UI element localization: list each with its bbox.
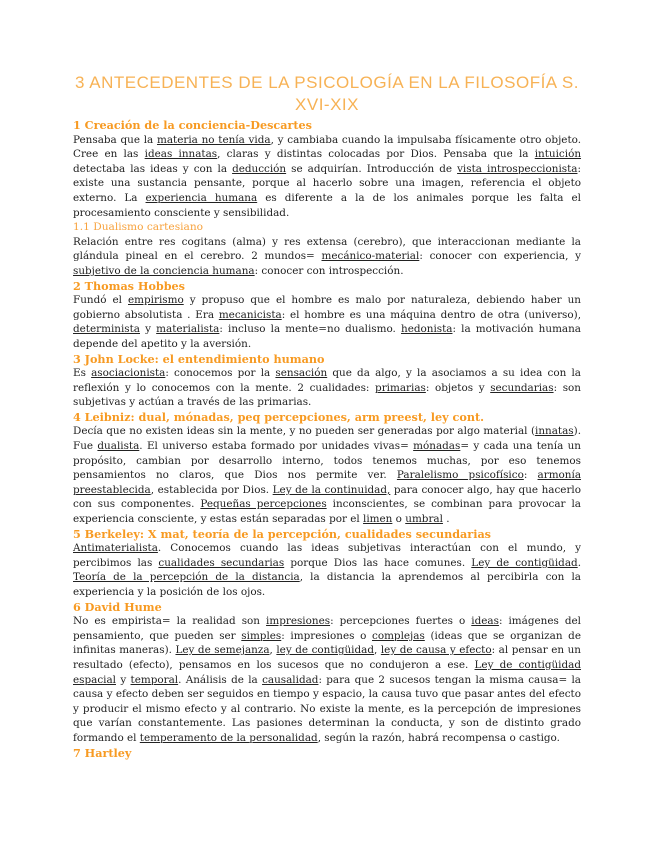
underlined-term: dualista: [97, 440, 140, 453]
underlined-term: cualidades secundarias: [158, 556, 285, 569]
text-run: ). Fue: [73, 425, 581, 453]
underlined-term: mecánico-material: [321, 250, 420, 263]
page-title: 3 ANTECEDENTES DE LA PSICOLOGÍA EN LA FILOSOFÍA S. XVI-XIX: [75, 73, 579, 114]
underlined-term: ley de contigüidad: [276, 644, 374, 657]
text-run: = y cada una tenía un propósito, cambian por desarrollo interno, todos tenemos muchas, por eso tenemos pensamientos no claros, que Dios nos permite ver.: [73, 440, 581, 482]
underlined-term: deducción: [232, 162, 287, 175]
text-run: porque Dios las hace comunes.: [284, 556, 472, 569]
section-heading: 7 Hartley: [73, 745, 132, 760]
text-run: Relación entre res cogitans (alma) y res extensa (cerebro), que interaccionan mediante la glándula pineal en el cerebro. 2 mundos=: [73, 235, 581, 263]
underlined-term: ideas: [471, 615, 499, 628]
text-run: se adquirían. Introducción de: [286, 162, 458, 175]
sections-container: [73, 118, 581, 760]
text-run: . Análisis de la: [178, 673, 263, 686]
section-heading: 6 David Hume: [73, 599, 162, 614]
text-run: y propuso que el hombre es malo por naturaleza, debiendo haber un gobierno absolutista . Era: [73, 294, 581, 321]
text-run: : existe una sustancia pensante, porque al hacerlo sobre una imagen, referencia el objeto externo. La: [73, 162, 581, 204]
section-heading: 3 John Locke: el entendimiento humano: [73, 351, 325, 366]
text-run: , y cambiaba cuando la impulsaba físicamente otro objeto. Cree en las: [73, 133, 581, 161]
underlined-term: Pequeñas percepciones: [200, 498, 327, 511]
text-run: y: [116, 673, 131, 686]
underlined-term: empirismo: [128, 294, 184, 307]
text-run: es diferente a la de los animales porque les falta el procesamiento consciente y sensibilidad.: [73, 191, 581, 219]
section-paragraph: [73, 424, 581, 526]
underlined-term: subjetivo de la conciencia humana: [73, 264, 255, 277]
text-run: ,: [269, 644, 277, 657]
text-run: : para que 2 sucesos tengan la misma causa= la causa y efecto deben ser seguidos en tiempo y espacio, la causa tuvo que pasar antes del efecto y producir el mismo efecto y al contrario. No existe la mente, es la percepción de impresiones que varían constantemente. Las pasiones determinan la conducta, y son de distinto grado formando el: [73, 673, 581, 744]
text-run: , la distancia la aprendemos al percibirla con la experiencia y la posición de los ojos.: [73, 571, 581, 598]
text-run: (ideas que se organizan de infinitas maneras).: [73, 629, 581, 657]
underlined-term: Antimaterialista: [73, 542, 158, 555]
text-run: ,: [374, 644, 381, 657]
underlined-term: Ley de contigüidad espacial: [73, 658, 582, 686]
underlined-term: complejas: [372, 629, 425, 642]
underlined-term: armonía preestablecida: [73, 469, 582, 496]
text-run: , establecida por Dios.: [150, 483, 273, 496]
underlined-term: Ley de semejanza: [175, 644, 270, 657]
underlined-term: umbral: [405, 513, 443, 526]
underlined-term: intuición: [534, 148, 582, 161]
underlined-term: materialista: [156, 323, 220, 336]
text-run: Fundó el: [73, 294, 128, 307]
underlined-term: Teoría de la percepción de la distancia: [73, 571, 300, 584]
underlined-term: innatas: [535, 425, 574, 438]
underlined-term: temporal: [130, 673, 179, 686]
text-run: : impresiones o: [281, 629, 372, 642]
text-run: : percepciones fuertes o: [330, 615, 472, 628]
section-heading: 1.1 Dualismo cartesiano: [73, 221, 204, 234]
text-run: : conocer con experiencia, y: [419, 250, 581, 263]
underlined-term: Ley de contigüidad: [471, 556, 578, 569]
underlined-term: limen: [363, 513, 393, 526]
text-run: .: [577, 556, 581, 569]
underlined-term: ideas innatas: [144, 148, 218, 161]
underlined-term: determinista: [73, 323, 140, 336]
text-run: : incluso la mente=no dualismo.: [219, 323, 401, 336]
text-run: . Conocemos cuando las ideas subjetivas interactúan con el mundo, y percibimos las: [73, 542, 581, 569]
text-run: :: [523, 469, 538, 482]
underlined-term: secundarias: [490, 381, 554, 394]
section-heading: 2 Thomas Hobbes: [73, 278, 185, 293]
underlined-term: impresiones: [266, 615, 331, 628]
text-run: : conocer con introspección.: [254, 264, 404, 277]
underlined-term: sensación: [275, 367, 328, 380]
underlined-term: mónadas: [413, 440, 461, 453]
text-run: . El universo estaba formado por unidades vivas=: [139, 440, 414, 453]
text-run: o: [392, 513, 406, 526]
text-run: Decía que no existen ideas sin la mente, y no pueden ser generadas por algo material (: [73, 425, 536, 438]
text-run: : la motivación humana depende del apetito y la aversión.: [73, 323, 582, 350]
text-run: inconscientes, se combinan para provocar la experiencia consciente, y estas están separadas por el: [73, 498, 581, 526]
text-run: : son subjetivas y actúan a través de las primarias.: [73, 381, 581, 409]
text-run: : imágenes del pensamiento, que pueden ser: [73, 615, 581, 642]
text-run: que da algo, y la asociamos a su idea con la reflexión y lo conocemos con la mente. 2 cualidades:: [73, 367, 581, 394]
text-run: : al pensar en un resultado (efecto), pensamos en los sucesos que no condujeron a ese.: [73, 644, 581, 671]
document-page: [73, 72, 581, 760]
text-run: : objetos y: [425, 381, 491, 394]
section-paragraph: [73, 614, 581, 745]
section-paragraph: [73, 541, 581, 599]
underlined-term: Ley de la continuidad,: [272, 483, 391, 496]
underlined-term: primarias: [375, 381, 426, 394]
underlined-term: hedonista: [401, 323, 453, 336]
section-paragraph: [73, 293, 581, 351]
underlined-term: Paralelismo psicofísico: [396, 469, 524, 482]
underlined-term: vista introspeccionista: [457, 162, 578, 175]
section-heading: 4 Leibniz: dual, mónadas, peq percepciones, arm preest, ley cont.: [73, 409, 485, 424]
section-paragraph: [73, 133, 581, 221]
section-paragraph: [73, 366, 581, 410]
text-run: : el hombre es una máquina dentro de otra (universo),: [281, 308, 581, 321]
underlined-term: ley de causa y efecto: [380, 644, 492, 657]
section-paragraph: [73, 235, 581, 279]
text-run: detectaba las ideas y con la: [73, 162, 233, 175]
section-heading: 1 Creación de la conciencia-Descartes: [73, 118, 312, 132]
underlined-term: materia no tenía vida: [156, 133, 271, 146]
underlined-term: experiencia humana: [145, 191, 258, 204]
text-run: , según la razón, habrá recompensa o castigo.: [317, 731, 560, 744]
text-run: para conocer algo, hay que hacerlo con sus componentes.: [73, 483, 581, 511]
text-run: : conocemos por la: [165, 367, 276, 380]
underlined-term: causalidad: [262, 673, 319, 686]
text-run: Pensaba que la: [73, 133, 157, 146]
text-run: , claras y distintas colocadas por Dios. Pensaba que la: [217, 148, 535, 161]
text-run: No es empirista= la realidad son: [73, 615, 267, 628]
text-run: Es: [73, 367, 92, 380]
underlined-term: temperamento de la personalidad: [139, 731, 318, 744]
underlined-term: simples: [241, 629, 282, 642]
text-run: y: [140, 323, 157, 336]
text-run: .: [442, 513, 450, 526]
underlined-term: asociacionista: [91, 367, 166, 380]
section-heading: 5 Berkeley: X mat, teoría de la percepción, cualidades secundarias: [73, 526, 491, 541]
underlined-term: mecanicista: [218, 308, 282, 321]
